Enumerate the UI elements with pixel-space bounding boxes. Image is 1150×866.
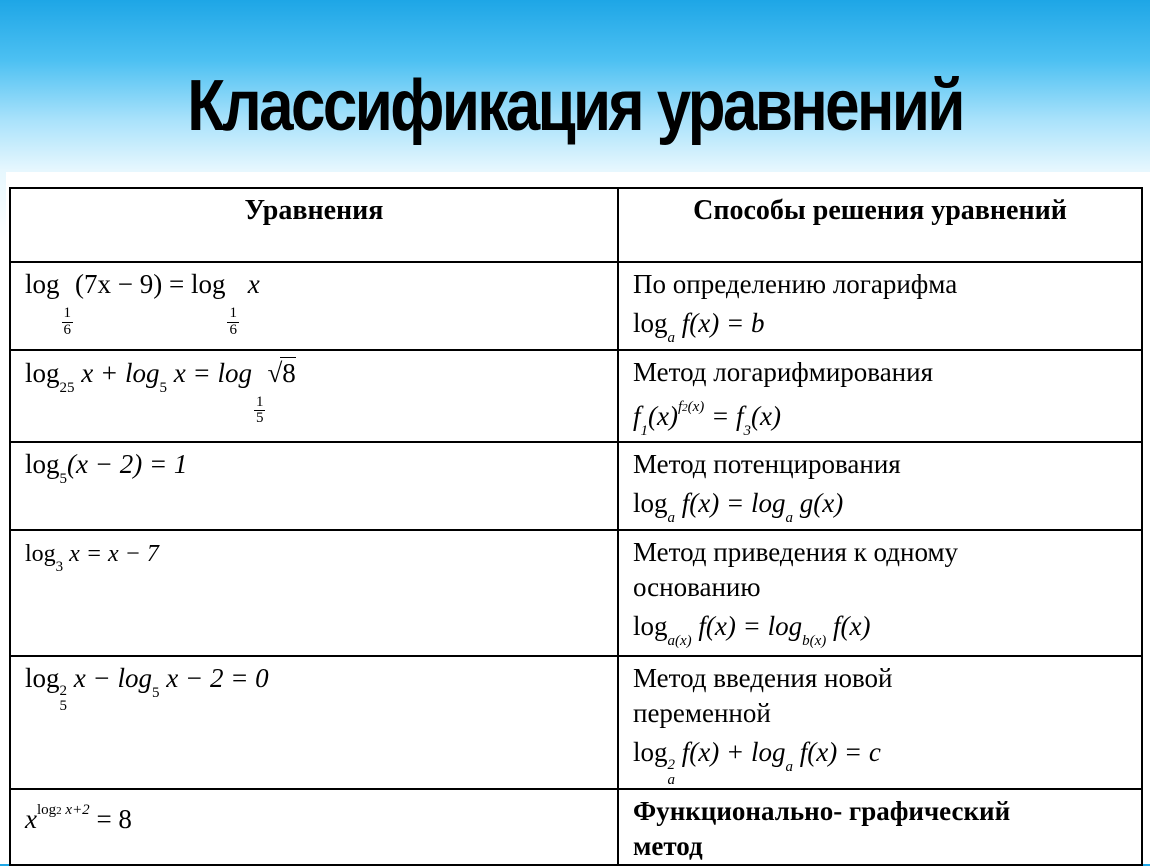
method-cell — [618, 442, 1142, 530]
table-row — [10, 350, 1142, 443]
method-name-line1: Метод приведения к одному — [633, 536, 959, 567]
method-cell — [618, 262, 1142, 350]
equation: log $\frac{1}{6}$ (7x − 9) = log $\frac{1}{6}$ x — [25, 269, 260, 338]
header-methods: Способы решения уравнений — [618, 188, 1142, 262]
equation-cell — [10, 530, 618, 656]
table-row — [10, 262, 1142, 350]
equation: $\log_{25} x + \log_5 x = \log$ $\frac{1}{5}$ √8 — [25, 357, 296, 427]
equation-cell — [10, 262, 618, 350]
fraction-base: $\frac{1}{6}$ — [63, 305, 72, 338]
method-name-line2: переменной — [633, 697, 771, 728]
table-row — [10, 530, 1142, 656]
equation-cell — [10, 350, 618, 443]
table-row — [10, 656, 1142, 789]
equation-cell — [10, 656, 618, 789]
equation: log 2 5 $x - \log_5 x - 2 = 0$ — [25, 662, 269, 714]
table-panel — [6, 172, 1150, 864]
table-row — [10, 442, 1142, 530]
equation: $x^{log2 x+2} = 8$ — [25, 801, 132, 834]
method-cell — [618, 530, 1142, 656]
method-name: По определению логарифма — [633, 269, 958, 299]
equation-cell — [10, 789, 618, 865]
method-formula: $\log_{a(x)} f(x) = \log_{b(x)} f(x)$ — [633, 610, 871, 649]
method-name: Метод потенцирования — [633, 449, 901, 480]
method-formula: $f_1(x)^{f2(x)} = f_3(x)$ — [633, 398, 782, 439]
method-name-line2: основанию — [633, 571, 761, 602]
fraction-base: $\frac{1}{6}$ — [229, 305, 237, 338]
method-cell — [618, 656, 1142, 789]
header-equations: Уравнения — [10, 188, 618, 262]
method-cell — [618, 789, 1142, 865]
table-header-row — [10, 188, 1142, 262]
equation-cell — [10, 442, 618, 530]
method-formula: $\log_a f(x) = \log_a g(x)$ — [633, 488, 844, 527]
equation: $\log_3 x = x - 7$ — [25, 540, 159, 575]
method-formula: log 2 a $f(x) + \log_a f(x) = c$ — [633, 736, 881, 788]
methods-table — [9, 187, 1143, 866]
fraction-base: $\frac{1}{5}$ — [255, 393, 264, 427]
method-formula: $\log_a f(x) = b$ — [633, 308, 765, 347]
method-name-line2: метод — [633, 831, 703, 862]
slide-title: Классификация уравнений — [187, 66, 963, 146]
method-name-line1: Метод введения новой — [633, 662, 893, 693]
method-name: Метод логарифмирования — [633, 356, 933, 387]
table-row — [10, 789, 1142, 865]
method-cell — [618, 350, 1142, 443]
method-name-line1: Функционально- графический — [633, 795, 1011, 826]
equation: $\log_5(x - 2) = 1$ — [25, 449, 188, 488]
